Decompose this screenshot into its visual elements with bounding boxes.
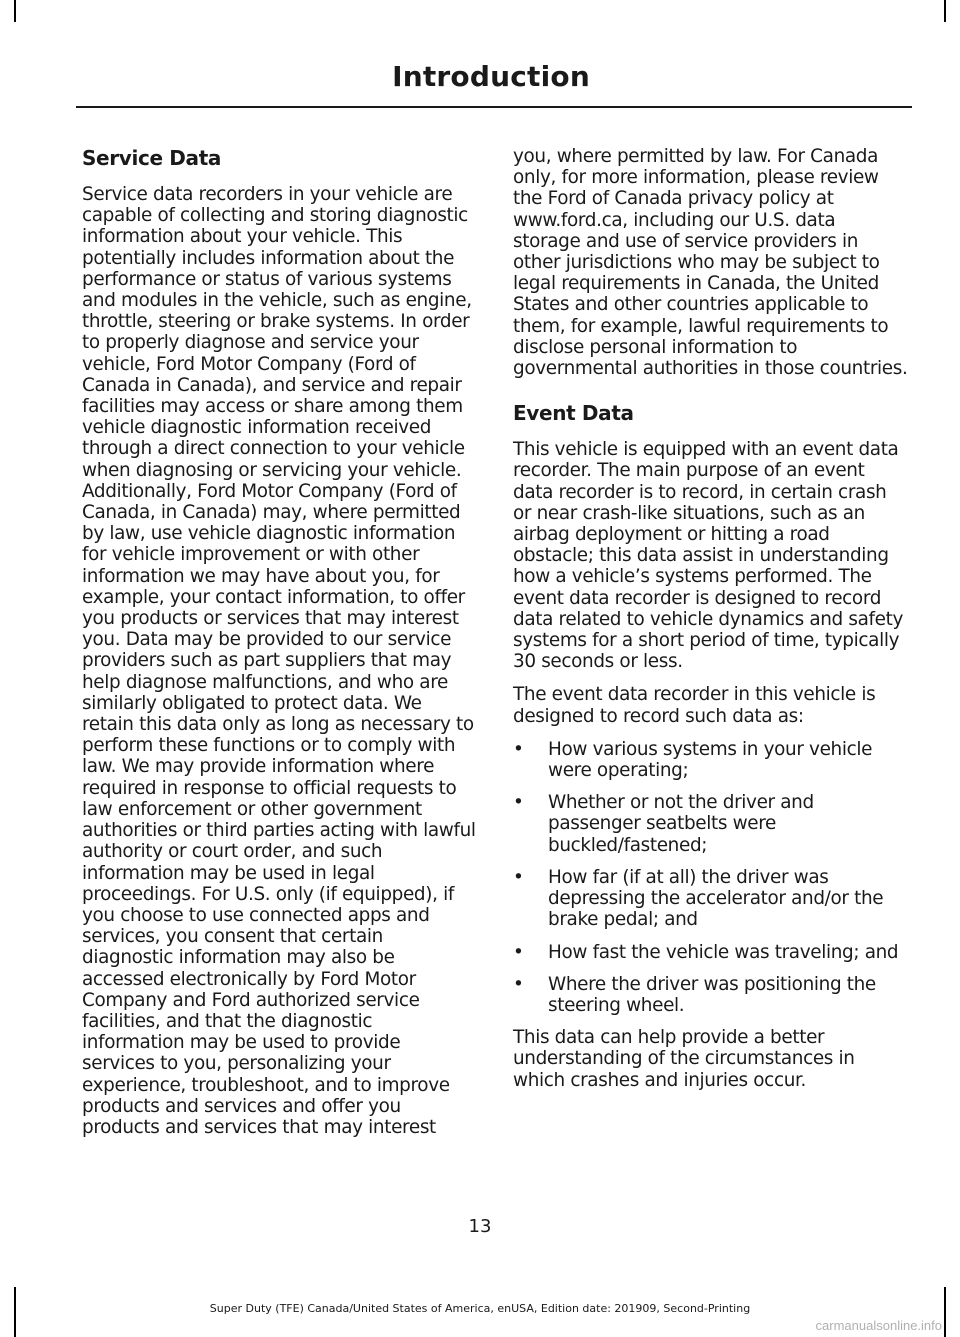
page-title: Introduction bbox=[392, 60, 590, 93]
list-item bbox=[513, 739, 908, 781]
crop-mark-top-right bbox=[944, 0, 946, 22]
list-item bbox=[513, 792, 908, 856]
list-item-text: Where the driver was positioning the steering wheel. bbox=[548, 973, 876, 1016]
left-column bbox=[82, 146, 477, 1150]
bullet-marker: • bbox=[513, 866, 524, 888]
header-divider bbox=[76, 106, 912, 108]
list-item-text: How various systems in your vehicle were operating; bbox=[548, 738, 873, 782]
bullet-marker: • bbox=[513, 792, 524, 814]
bullet-marker: • bbox=[513, 973, 524, 995]
page-number: 13 bbox=[468, 1216, 492, 1237]
event-data-paragraph-2: The event data recorder in this vehicle is designed to record such data as: bbox=[513, 684, 876, 727]
list-item bbox=[513, 867, 908, 931]
event-data-paragraph-3: This data can help provide a better understanding of the circumstances in which crashes and injuries occur. bbox=[513, 1027, 855, 1091]
watermark: carmanualsonline.info bbox=[815, 1318, 942, 1333]
list-item-text: How fast the vehicle was traveling; and bbox=[548, 941, 899, 963]
event-data-paragraph-1: This vehicle is equipped with an event data recorder. The main purpose of an event data recorder is to record, in certain crash or near crash-like situations, such as an airbag deployment or hitting a road obstacle; this data assist in understanding how a vehicle’s systems performed. The event data recorder is designed to record data related to vehicle dynamics and safety systems for a short period of time, typically 30 seconds or less. bbox=[513, 439, 903, 673]
list-item-text: Whether or not the driver and passenger seatbelts were buckled/fastened; bbox=[548, 792, 814, 856]
bullet-marker: • bbox=[513, 941, 524, 963]
service-data-continuation: you, where permitted by law. For Canada only, for more information, please review the Ford of Canada privacy policy at www.ford.ca, including our U.S. data storage and use of service providers in other jurisdictions who may be subject to legal requirements in Canada, the United States and other countries applicable to them, for example, lawful requirements to disclose personal information to governmental authorities in those countries. bbox=[513, 146, 908, 380]
list-item-text: How far (if at all) the driver was depressing the accelerator and/or the brake pedal; and bbox=[548, 866, 884, 931]
bullet-marker: • bbox=[513, 738, 524, 760]
section-heading-service-data: Service Data bbox=[82, 146, 222, 170]
list-item bbox=[513, 942, 908, 963]
right-column bbox=[513, 146, 908, 1103]
event-data-bullet-list bbox=[513, 739, 908, 1016]
section-heading-event-data: Event Data bbox=[513, 401, 634, 426]
edition-footer: Super Duty (TFE) Canada/United States of America, enUSA, Edition date: 201909, Second-Printing bbox=[209, 1302, 751, 1315]
service-data-paragraph: Service data recorders in your vehicle are capable of collecting and storing diagnostic information about your vehicle. This potentially includes information about the performance or status of various systems and modules in the vehicle, such as engine, throttle, steering or brake systems. In order to properly diagnose and service your vehicle, Ford Motor Company (Ford of Canada in Canada), and service and repair facilities may access or share among them vehicle diagnostic information received through a direct connection to your vehicle when diagnosing or servicing your vehicle. Additionally, Ford Motor Company (Ford of Canada, in Canada) may, where permitted by law, use vehicle diagnostic information for vehicle improvement or with other information we may have about you, for example, your contact information, to offer you products or services that may interest you. Data may be provided to our service providers such as part suppliers that may help diagnose malfunctions, and who are similarly obligated to protect data. We retain this data only as long as necessary to perform these functions or to comply with law. We may provide information where required in response to official requests to law enforcement or other government authorities or third parties acting with lawful authority or court order, and such information may be used in legal proceedings. For U.S. only (if equipped), if you choose to use connected apps and services, you consent that certain diagnostic information may also be accessed electronically by Ford Motor Company and Ford authorized service facilities, and that the diagnostic information may be used to provide services to you, personalizing your experience, troubleshoot, and to improve products and services and offer you products and services that may interest bbox=[82, 184, 476, 1138]
list-item bbox=[513, 974, 908, 1016]
crop-mark-top-left bbox=[14, 0, 16, 22]
